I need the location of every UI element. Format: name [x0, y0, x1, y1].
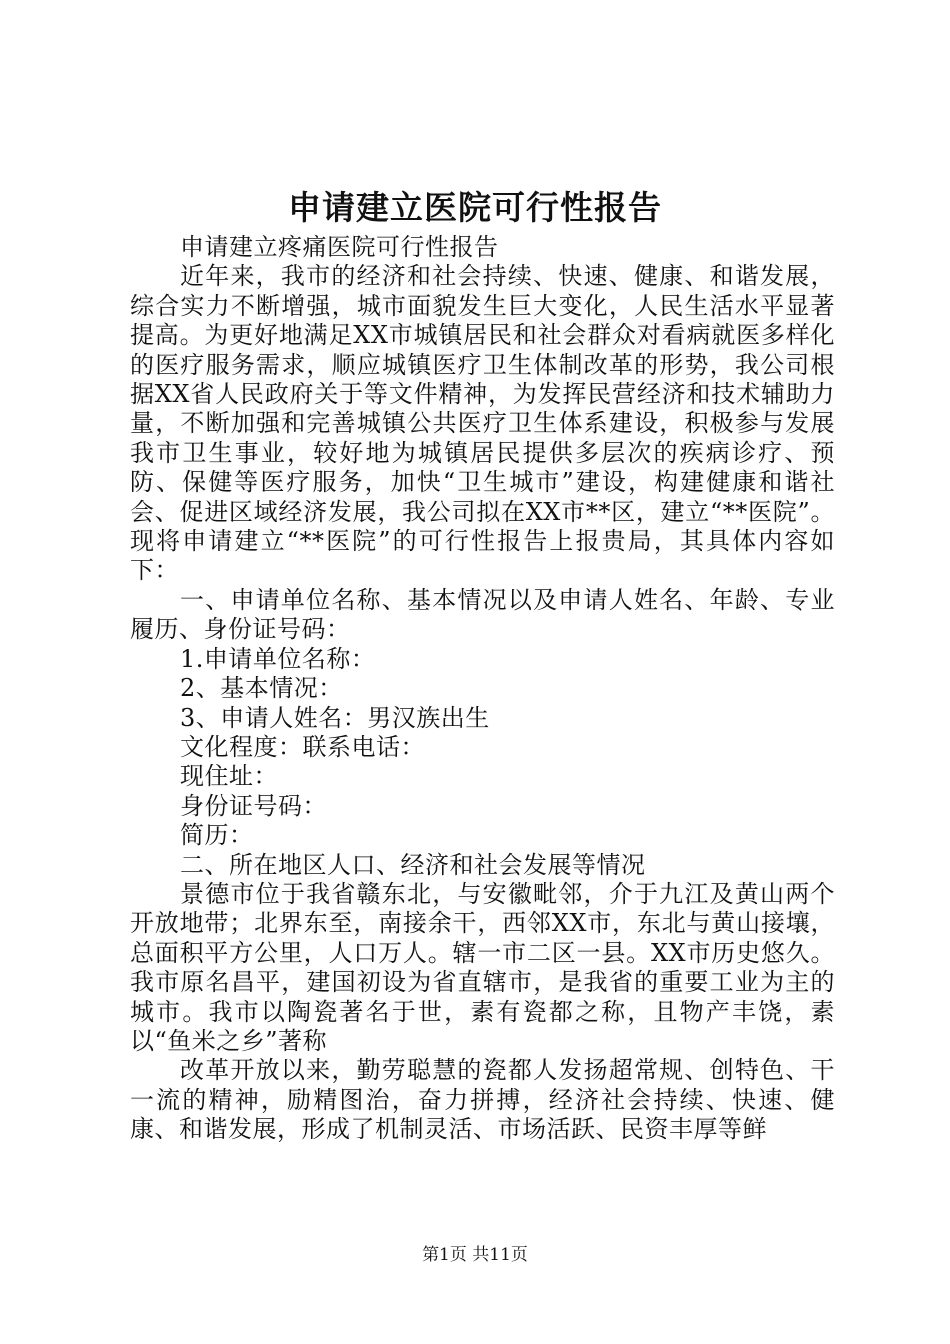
total-pages: 共11页 [472, 1245, 528, 1265]
paragraph-applicant-name: 3、申请人姓名：男汉族出生 [180, 703, 490, 732]
paragraph-intro: 近年来，我市的经济和社会持续、快速、健康、和谐发展，综合实力不断增强，城市面貌发生巨大变化，人民生活水平显著提高。为更好地满足XX市城镇居民和社会群众对看病就医多样化的医疗服务需求，顺应城镇医疗卫生体制改革的形势，我公司根据XX省人民政府关于等文件精神，为发挥民营经济和技术辅助力量，不断加强和完善城镇公共医疗卫生体系建设，积极参与发展我市卫生事业，较好地为城镇居民提供多层次的疾病诊疗、预防、保健等医疗服务，加快“卫生城市”建设，构建健康和谐社会、促进区域经济发展，我公司拟在XX市**区，建立“**医院”。现将申请建立“**医院”的可行性报告上报贵局，其具体内容如下： [130, 262, 835, 585]
paragraph-region-overview: 景德市位于我省赣东北，与安徽毗邻，介于九江及黄山两个开放地带；北界东至，南接余干，西邻XX市，东北与黄山接壤，总面积平方公里，人口万人。辖一市二区一县。XX市历史悠久。我市原名昌平，建国初设为省直辖市，是我省的重要工业为主的城市。我市以陶瓷著名于世，素有瓷都之称，且物产丰饶，素以“鱼米之乡”著称 [130, 879, 835, 1055]
document-title: 申请建立医院可行性报告 [288, 188, 662, 227]
paragraph-address: 现住址： [180, 762, 278, 791]
paragraph-resume: 简历： [180, 821, 254, 850]
paragraph-reform-development: 改革开放以来，勤劳聪慧的瓷都人发扬超常规、创特色、干一流的精神，励精图治，奋力拼搏，经济社会持续、快速、健康、和谐发展，形成了机制灵活、市场活跃、民资丰厚等鲜 [130, 1056, 835, 1144]
paragraph-subtitle: 申请建立疼痛医院可行性报告 [180, 233, 499, 261]
document-body [130, 233, 835, 1145]
page-number: 第1页 [422, 1245, 467, 1265]
paragraph-basic-info: 2、基本情况： [180, 674, 343, 703]
paragraph-id-number: 身份证号码： [180, 791, 327, 820]
paragraph-section-2-heading: 二、所在地区人口、经济和社会发展等情况 [180, 850, 646, 879]
paragraph-education-phone: 文化程度：联系电话： [180, 732, 425, 761]
page-footer [0, 1244, 950, 1266]
paragraph-section-1-heading: 一、申请单位名称、基本情况以及申请人姓名、年龄、专业履历、身份证号码： [130, 585, 835, 644]
paragraph-unit-name: 1.申请单位名称： [180, 644, 376, 673]
